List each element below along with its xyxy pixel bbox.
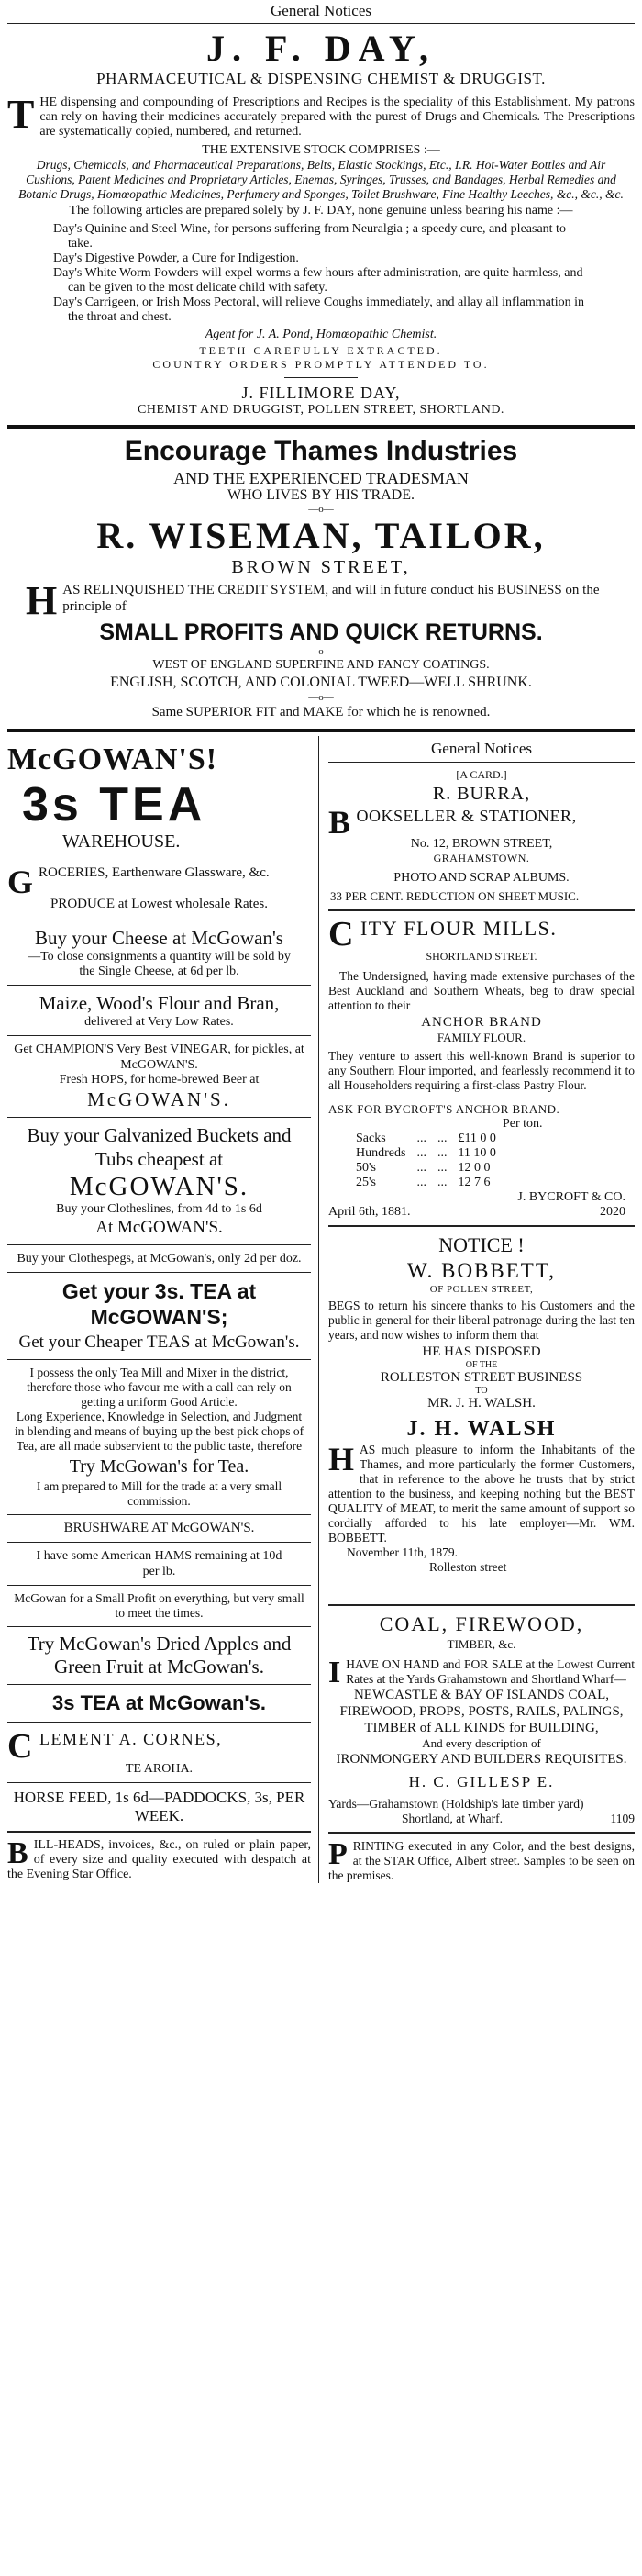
coal-num: 1109	[610, 1812, 635, 1825]
flour-price-table	[350, 1132, 502, 1190]
walsh-street: Rolleston street	[429, 1560, 507, 1574]
notice-title: NOTICE !	[438, 1233, 525, 1256]
flour-text: The Undersigned, having made extensive purchases of the Best Auckland and Southern Wheats, beg to draw special attention to their	[328, 969, 635, 1012]
wiseman-line1: WEST OF ENGLAND SUPERFINE AND FANCY COATINGS.	[152, 658, 490, 672]
left-column	[7, 736, 319, 1883]
table-row: Sacks ... ... £11 0 0	[356, 1132, 496, 1145]
coal-firewood: FIREWOOD, PROPS, POSTS, RAILS, PALINGS,	[339, 1704, 624, 1719]
printing-advert: PRINTING executed in any Color, and the best designs, at the STAR Office, Albert street. Samples to be seen on the premises.	[328, 1837, 635, 1882]
mcgowan-apples: Try McGowan's Dried Apples and Green Fruit at McGowan's.	[27, 1633, 292, 1678]
flour-venture: They venture to assert this well-known Brand is superior to any Southern Flour imported, and fearlessly recommend it to all Householders requiring a first-class Pastry Flour.	[328, 1049, 635, 1092]
mcgowan-prepared: I am prepared to Mill for the trade at a very small commission.	[36, 1479, 282, 1508]
gillespie-advert	[328, 1611, 635, 1826]
day-title: PHARMACEUTICAL & DISPENSING CHEMIST & DRUGGIST.	[96, 70, 546, 87]
coal-sign: H. C. GILLESP E.	[408, 1773, 555, 1790]
mcgowan-vinegar: Get CHAMPION'S Very Best VINEGAR, for pickles, at McGOWAN'S.	[14, 1043, 304, 1072]
flour-sign: J. BYCROFT & CO.	[517, 1190, 625, 1204]
coal-title: COAL, FIREWOOD,	[379, 1612, 584, 1635]
mcgowan-produce: PRODUCE at Lowest wholesale Rates.	[50, 897, 269, 911]
day-advert	[7, 28, 635, 418]
mcgowan-cheese-sub: —To close consignments a quantity will be sold by the Single Cheese, at 6d per lb.	[28, 950, 291, 978]
day-stock: Drugs, Chemicals, and Pharmaceutical Preparations, Belts, Elastic Stockings, Etc., I.R. Hot-Water Bottles and Air Cushions, Patent Medicines and Proprietary Articles, Enemas, Syringes, Trusses, and Bandages, Herbal Remedies and Botanic Drugs, Homœopathic Medicines, Perfumery and Sponges, Toilet Brushware, Fine Healthy Leeches, &c., &c., &c.	[18, 158, 624, 201]
cornes-place: TE AROHA.	[125, 1762, 194, 1776]
wiseman-street: BROWN STREET,	[231, 557, 411, 577]
flour-ask: ASK FOR BYCROFT'S ANCHOR BRAND.	[328, 1102, 560, 1116]
burra-addr1: No. 12, BROWN STREET,	[410, 837, 553, 851]
wiseman-text: HAS RELINQUISHED THE CREDIT SYSTEM, and will in future conduct his BUSINESS on the principle of	[26, 578, 600, 623]
mcgowan-at-mcgowans: At McGOWAN'S.	[95, 1218, 223, 1237]
right-column	[319, 736, 635, 1883]
walsh-date: November 11th, 1879.	[347, 1545, 458, 1559]
mcgowan-clothespegs: Buy your Clothespegs, at McGowan's, only 2d per doz.	[17, 1252, 302, 1266]
flour-num: 2020	[600, 1205, 625, 1219]
day-item: Day's Digestive Powder, a Cure for Indigestion.	[53, 251, 299, 265]
mcgowan-mcgowans1: McGOWAN'S.	[87, 1088, 231, 1110]
wiseman-dropcap: H	[26, 578, 58, 623]
thames-title: Encourage Thames Industries	[124, 436, 518, 466]
flour-family: FAMILY FLOUR.	[437, 1031, 526, 1044]
flour-street: SHORTLAND STREET.	[426, 950, 537, 963]
burra-photo: PHOTO AND SCRAP ALBUMS.	[393, 871, 570, 885]
wiseman-advert: Encourage Thames Industries AND THE EXPERIENCED TRADESMAN WHO LIVES BY HIS TRADE. —o— R. WISEMAN, TAILOR, BROWN STREET, HAS RELINQUISHED THE CREDIT SYSTEM, and will in future conduct his BUSINESS on the principle of SMALL PROFITS AND QUICK RETURNS. —o— WEST OF ENGLAND SUPERFINE AND FANCY COATINGS. ENGLISH, SCOTCH, AND COLONIAL TWEED—WELL SHRUNK. —o— Same SUPERIOR FIT and MAKE for which he is renowned.	[7, 434, 635, 721]
mcgowan-groceries: GROCERIES, Earthenware Glassware, &c.	[7, 864, 270, 900]
burra-addr2: GRAHAMSTOWN.	[433, 852, 530, 864]
burra-title: BOOKSELLER & STATIONER,	[328, 804, 577, 841]
day-items	[7, 218, 635, 325]
day-teeth: TEETH CAREFULLY EXTRACTED.	[199, 344, 443, 357]
right-header: General Notices	[328, 736, 635, 763]
flour-brand: ANCHOR BRAND	[421, 1015, 542, 1030]
burra-music: 33 PER CENT. REDUCTION ON SHEET MUSIC.	[330, 889, 580, 903]
day-sign: J. FILLIMORE DAY,	[241, 384, 401, 402]
cornes-name: CLEMENT A. CORNES,	[7, 1727, 223, 1766]
mcgowan-clotheslines: Buy your Clotheslines, from 4d to 1s 6d	[56, 1202, 262, 1216]
mcgowan-tea-at: 3s TEA at McGowan's.	[51, 1691, 267, 1714]
mcgowan-buckets: Buy your Galvanized Buckets and Tubs cheapest at	[27, 1124, 292, 1170]
section-header: General Notices	[7, 0, 635, 24]
mcgowan-profit: McGowan for a Small Profit on everything, but very small to meet the times.	[14, 1591, 304, 1620]
flour-date-row	[328, 1205, 635, 1220]
day-address: CHEMIST AND DRUGGIST, POLLEN STREET, SHORTLAND.	[138, 403, 504, 417]
mcgowan-warehouse: WAREHOUSE.	[62, 831, 181, 852]
mcgowan-advert	[7, 742, 311, 1716]
coal-shortland: Shortland, at Wharf.	[402, 1812, 503, 1825]
notice-of: OF POLLEN STREET,	[429, 1284, 534, 1295]
thames-sub2: WHO LIVES BY HIS TRADE.	[227, 487, 415, 503]
cornes-advert	[7, 1729, 311, 1825]
walsh-advert	[328, 1415, 635, 1575]
coal-text: IHAVE ON HAND and FOR SALE at the Lowest Current Rates at the Yards Grahamstown and Shortland Wharf—	[328, 1656, 635, 1689]
day-dropcap: T	[7, 92, 35, 137]
mcgowan-cheaper: Get your Cheaper TEAS at McGowan's.	[18, 1333, 300, 1352]
day-stock-head: THE EXTENSIVE STOCK COMPRISES :—	[202, 143, 440, 157]
mcgowan-brushware: BRUSHWARE AT McGOWAN'S.	[63, 1521, 255, 1535]
day-country: COUNTRY ORDERS PROMPTLY ATTENDED TO.	[152, 358, 490, 371]
coal-every: And every description of	[422, 1736, 541, 1750]
wiseman-slogan: SMALL PROFITS AND QUICK RETURNS.	[99, 619, 543, 645]
burra-advert	[328, 768, 635, 904]
notice-of-the: OF THE	[465, 1360, 498, 1370]
day-item: Day's White Worm Powders will expel worms a few hours after administration, are quite harmless, and can be given to the most delicate child with safety.	[53, 266, 583, 295]
burra-name: R. BURRA,	[432, 784, 531, 804]
coal-yards: Yards—Grahamstown (Holdship's late timber yard)	[328, 1797, 584, 1811]
mcgowan-hams: I have some American HAMS remaining at 10d per lb.	[36, 1549, 282, 1578]
table-row: 25's ... ... 12 7 6	[356, 1176, 491, 1189]
notice-text: BEGS to return his sincere thanks to his Customers and the public in general for their liberal patronage during the last ten years, and now wishes to inform them that	[328, 1299, 635, 1342]
day-item: Day's Quinine and Steel Wine, for persons suffering from Neuralgia ; a speedy cure, and pleasant to take.	[53, 222, 566, 251]
flour-advert	[328, 917, 635, 1220]
thames-sub1: AND THE EXPERIENCED TRADESMAN	[173, 469, 469, 487]
mcgowan-tea: 3s TEA	[22, 778, 206, 831]
mcgowan-get-tea: Get your 3s. TEA at McGOWAN'S;	[61, 1279, 257, 1329]
table-row: 50's ... ... 12 0 0	[356, 1161, 491, 1175]
mcgowan-try: Try McGowan's for Tea.	[69, 1456, 249, 1477]
wiseman-line3: Same SUPERIOR FIT and MAKE for which he is renowned.	[151, 705, 491, 719]
notice-disposed: HE HAS DISPOSED	[422, 1344, 541, 1359]
notice-business: ROLLESTON STREET BUSINESS	[380, 1370, 583, 1385]
flour-per-ton: Per ton.	[503, 1117, 543, 1131]
day-following: The following articles are prepared solely by J. F. DAY, none genuine unless bearing his name :—	[69, 204, 573, 217]
walsh-name: J. H. WALSH	[406, 1417, 557, 1441]
bobbett-notice	[328, 1232, 635, 1411]
mcgowan-title: McGOWAN'S!	[7, 742, 218, 776]
mcgowan-maize: Maize, Wood's Flour and Bran,	[39, 992, 280, 1014]
burra-card: [A CARD.]	[456, 768, 507, 781]
coal-iron: IRONMONGERY AND BUILDERS REQUISITES.	[336, 1752, 627, 1767]
flour-title: CITY FLOUR MILLS.	[328, 915, 558, 953]
flour-date: April 6th, 1881.	[328, 1205, 411, 1219]
notice-walsh: MR. J. H. WALSH.	[427, 1396, 536, 1411]
wiseman-name: R. WISEMAN, TAILOR,	[96, 515, 546, 556]
billheads-advert: BILL-HEADS, invoices, &c., on ruled or plain paper, of every size and quality executed with despatch at the Evening Star Office.	[7, 1836, 311, 1881]
table-row: Hundreds ... ... 11 10 0	[356, 1146, 496, 1160]
coal-timber: TIMBER of ALL KINDS for BUILDING,	[364, 1721, 599, 1735]
mcgowan-mill: I possess the only Tea Mill and Mixer in the district, therefore those who favour me with a call can rely on getting a uniform Good Article.	[27, 1366, 292, 1409]
notice-to: TO	[475, 1386, 488, 1396]
day-intro: THE dispensing and compounding of Prescriptions and Recipes is the speciality of this Establishment. My patrons can rely on having their medicines accurately prepared with the purest of Drugs and Chemicals. The Prescriptions are systematically copied, numbered, and returned.	[7, 92, 635, 139]
mcgowan-experience: Long Experience, Knowledge in Selection, and Judgment in blending and means of buying up the best pick chops of Tea, are all made subservient to the public taste, therefore	[14, 1410, 304, 1453]
coal-sub: TIMBER, &c.	[447, 1637, 516, 1651]
day-agent: Agent for J. A. Pond, Homœopathic Chemist.	[205, 328, 437, 341]
mcgowan-maize-sub: delivered at Very Low Rates.	[84, 1015, 234, 1029]
cornes-horse: HORSE FEED, 1s 6d—PADDOCKS, 3s, PER WEEK.	[13, 1789, 305, 1824]
mcgowan-cheese: Buy your Cheese at McGowan's	[35, 927, 283, 949]
coal-shortland-row	[328, 1812, 635, 1826]
mcgowan-mcgowans2: McGOWAN'S.	[69, 1172, 249, 1201]
coal-newcastle: NEWCASTLE & BAY OF ISLANDS COAL,	[353, 1688, 610, 1702]
wiseman-line2: ENGLISH, SCOTCH, AND COLONIAL TWEED—WELL SHRUNK.	[110, 675, 532, 690]
day-name: J. F. DAY,	[205, 28, 437, 69]
mcgowan-hops: Fresh HOPS, for home-brewed Beer at	[59, 1073, 260, 1087]
day-item: Day's Carrigeen, or Irish Moss Pectoral, will relieve Coughs immediately, and allay all inflammation in the throat and chest.	[53, 296, 584, 324]
walsh-text: HAS much pleasure to inform the Inhabitants of the Thames, and more particularly the former Customers, that in reference to the above he trusts that by strict attention to the business, and keeping nothing but the BEST QUALITY of MEAT, to merit the same amount of support so cordially afforded to his late employer—Mr. WM. BOBBETT.	[328, 1441, 635, 1544]
notice-name: W. BOBBETT,	[407, 1259, 556, 1282]
